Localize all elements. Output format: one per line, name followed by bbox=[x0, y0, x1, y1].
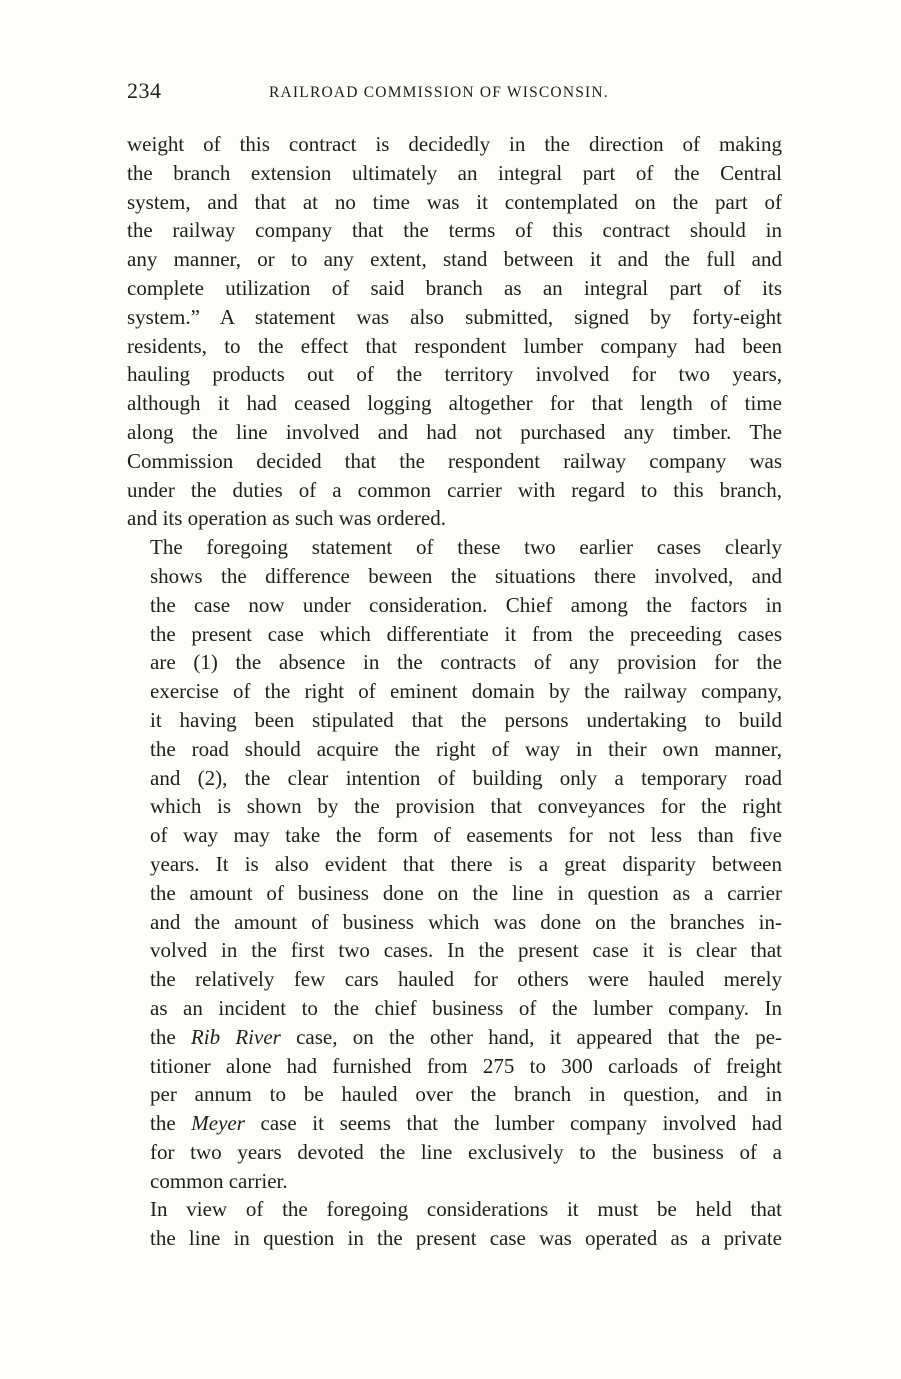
text-line: the railway company that the terms of this contract should in bbox=[127, 218, 782, 243]
paragraph-1 bbox=[127, 130, 782, 533]
text-line: complete utilization of said branch as an integral part of its bbox=[127, 275, 782, 300]
text-line: the case now under consideration. Chief among the factors in bbox=[150, 592, 782, 617]
text-line: the amount of business done on the line in question as a carrier bbox=[150, 880, 782, 905]
text-line-rib-river bbox=[127, 1023, 782, 1052]
text-line: for two years devoted the line exclusively to the business of a bbox=[150, 1139, 782, 1164]
case-name-rib-river: Rib River bbox=[190, 1024, 281, 1049]
text-line: weight of this contract is decidedly in the direction of making bbox=[127, 132, 782, 156]
text-line: along the line involved and had not purchased any timber. The bbox=[127, 419, 782, 444]
text-fragment: case it seems that the lumber company involved had bbox=[244, 1111, 783, 1136]
body-text bbox=[127, 130, 782, 1253]
text-fragment: the bbox=[150, 1111, 192, 1136]
text-line: the present case which differentiate it from the preceeding cases bbox=[150, 621, 782, 646]
text-line: shows the difference beween the situations there involved, and bbox=[150, 563, 782, 588]
page-number: 234 bbox=[127, 78, 162, 103]
text-line: per annum to be hauled over the branch in question, and in bbox=[150, 1082, 782, 1107]
text-line: In view of the foregoing considerations it must be held that bbox=[150, 1197, 782, 1222]
text-line: although it had ceased logging altogether for that length of time bbox=[127, 391, 782, 416]
text-line: under the duties of a common carrier with regard to this branch, bbox=[127, 477, 782, 502]
text-line: and the amount of business which was done on the branches in- bbox=[150, 909, 782, 934]
text-line: of way may take the form of easements for not less than five bbox=[150, 823, 782, 848]
paragraph-2 bbox=[127, 533, 782, 1195]
text-line: years. It is also evident that there is a great disparity between bbox=[150, 851, 782, 876]
running-head: RAILROAD COMMISSION OF WISCONSIN. bbox=[269, 84, 609, 101]
text-line: the branch extension ultimately an integral part of the Central bbox=[127, 160, 782, 185]
text-fragment: case, on the other hand, it appeared that the pe- bbox=[280, 1024, 783, 1049]
text-fragment: the bbox=[150, 1024, 191, 1049]
page-header bbox=[127, 78, 782, 108]
text-line: and its operation as such was ordered. bbox=[127, 506, 446, 531]
text-line: residents, to the effect that respondent lumber company had been bbox=[127, 333, 782, 358]
text-line: are (1) the absence in the contracts of any provision for the bbox=[150, 650, 782, 675]
paragraph-3 bbox=[127, 1195, 782, 1253]
text-line: the road should acquire the right of way in their own manner, bbox=[150, 736, 782, 761]
text-line: titioner alone had furnished from 275 to 300 carloads of freight bbox=[150, 1053, 782, 1078]
text-line: system.” A statement was also submitted, signed by forty-eight bbox=[127, 304, 782, 329]
text-line: any manner, or to any extent, stand between it and the full and bbox=[127, 247, 782, 272]
text-line: and (2), the clear intention of building only a temporary road bbox=[150, 765, 782, 790]
text-line: it having been stipulated that the persons undertaking to build bbox=[150, 707, 782, 732]
text-line-meyer bbox=[127, 1109, 782, 1138]
text-line: hauling products out of the territory involved for two years, bbox=[127, 362, 782, 387]
text-line: the line in question in the present case was operated as a private bbox=[150, 1226, 782, 1251]
text-line: system, and that at no time was it contemplated on the part of bbox=[127, 189, 782, 214]
text-line: which is shown by the provision that conveyances for the right bbox=[150, 794, 782, 819]
text-line: Commission decided that the respondent railway company was bbox=[127, 448, 782, 473]
text-line: as an incident to the chief business of the lumber company. In bbox=[150, 995, 782, 1020]
text-line: The foregoing statement of these two earlier cases clearly bbox=[150, 535, 782, 560]
text-line: volved in the first two cases. In the present case it is clear that bbox=[150, 938, 782, 963]
text-line: the relatively few cars hauled for others were hauled merely bbox=[150, 967, 782, 992]
case-name-meyer: Meyer bbox=[191, 1111, 245, 1136]
text-line: exercise of the right of eminent domain by the railway company, bbox=[150, 679, 782, 704]
text-line: common carrier. bbox=[150, 1168, 288, 1193]
